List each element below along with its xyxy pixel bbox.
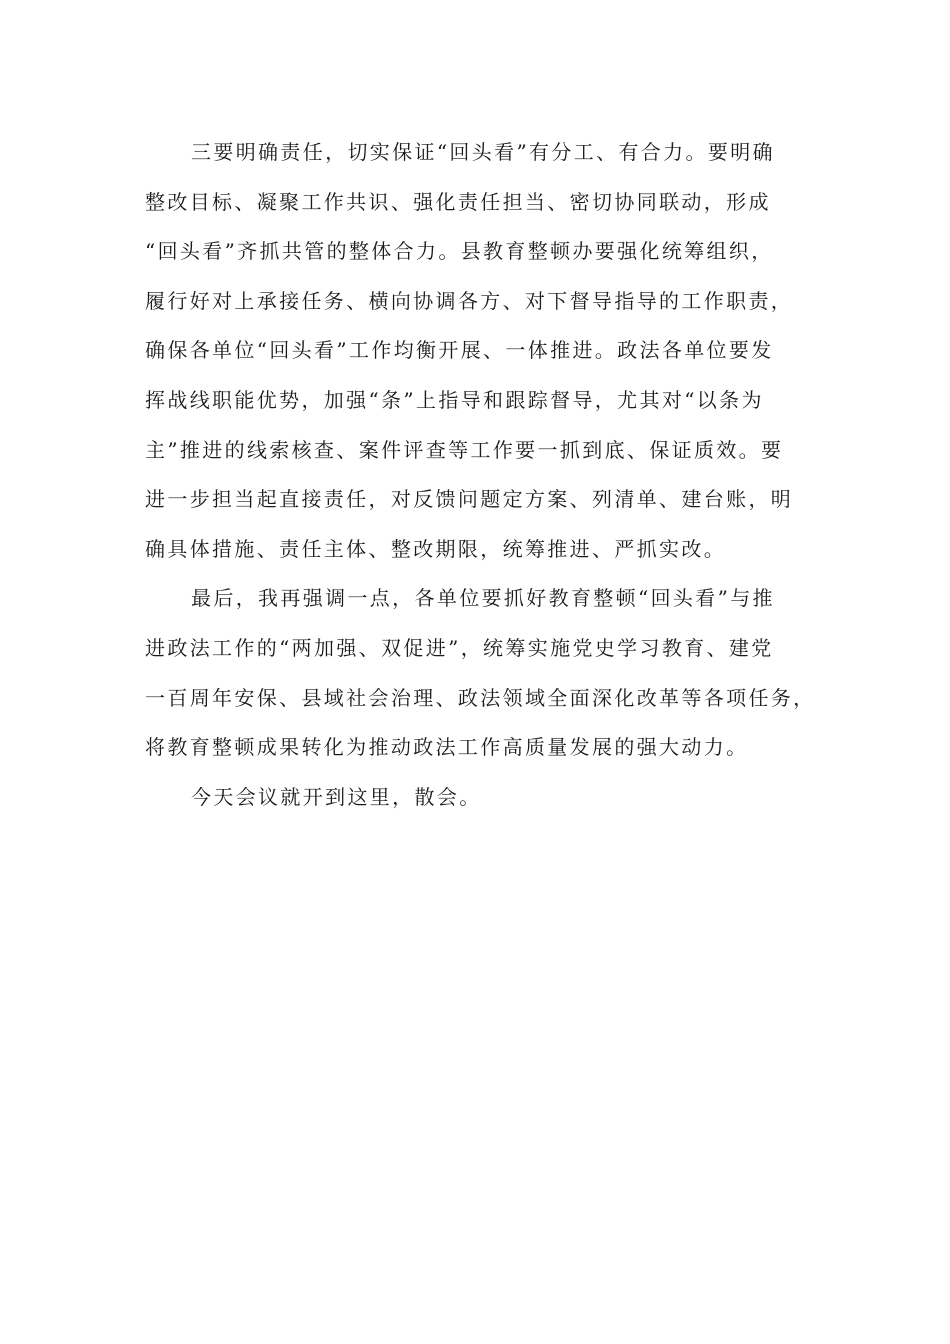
text-line: 确具体措施、责任主体、整改期限，统筹推进、严抓实改。	[145, 536, 727, 561]
document-body	[145, 128, 825, 822]
text-line: 挥战线职能优势，加强“条”上指导和跟踪督导，尤其对“以条为	[145, 387, 764, 412]
text-line: 进一步担当起直接责任，对反馈问题定方案、列清单、建台账，明	[145, 487, 794, 512]
text-line: 将教育整顿成果转化为推动政法工作高质量发展的强大动力。	[145, 735, 749, 760]
text-line: 主”推进的线索核查、案件评查等工作要一抓到底、保证质效。要	[145, 437, 784, 462]
text-line: 三要明确责任，切实保证“回头看”有分工、有合力。要明确	[191, 140, 775, 164]
text-line: 整改目标、凝聚工作共识、强化责任担当、密切协同联动，形成	[145, 189, 771, 214]
text-line: “回头看”齐抓共管的整体合力。县教育整顿办要强化统筹组织，	[145, 239, 774, 264]
text-line: 履行好对上承接任务、横向协调各方、对下督导指导的工作职责，	[145, 288, 794, 313]
paragraph-final-emphasis	[145, 574, 825, 772]
paragraph-responsibility	[145, 128, 825, 574]
text-line: 最后，我再强调一点，各单位要抓好教育整顿“回头看”与推	[191, 586, 775, 611]
text-line: 今天会议就开到这里，散会。	[191, 784, 482, 809]
text-line: 确保各单位“回头看”工作均衡开展、一体推进。政法各单位要发	[145, 338, 774, 363]
text-line: 一百周年安保、县域社会治理、政法领域全面深化改革等各项任务，	[145, 685, 816, 710]
text-line: 进政法工作的“两加强、双促进”，统筹实施党史学习教育、建党	[145, 635, 774, 660]
paragraph-closing	[145, 773, 825, 823]
